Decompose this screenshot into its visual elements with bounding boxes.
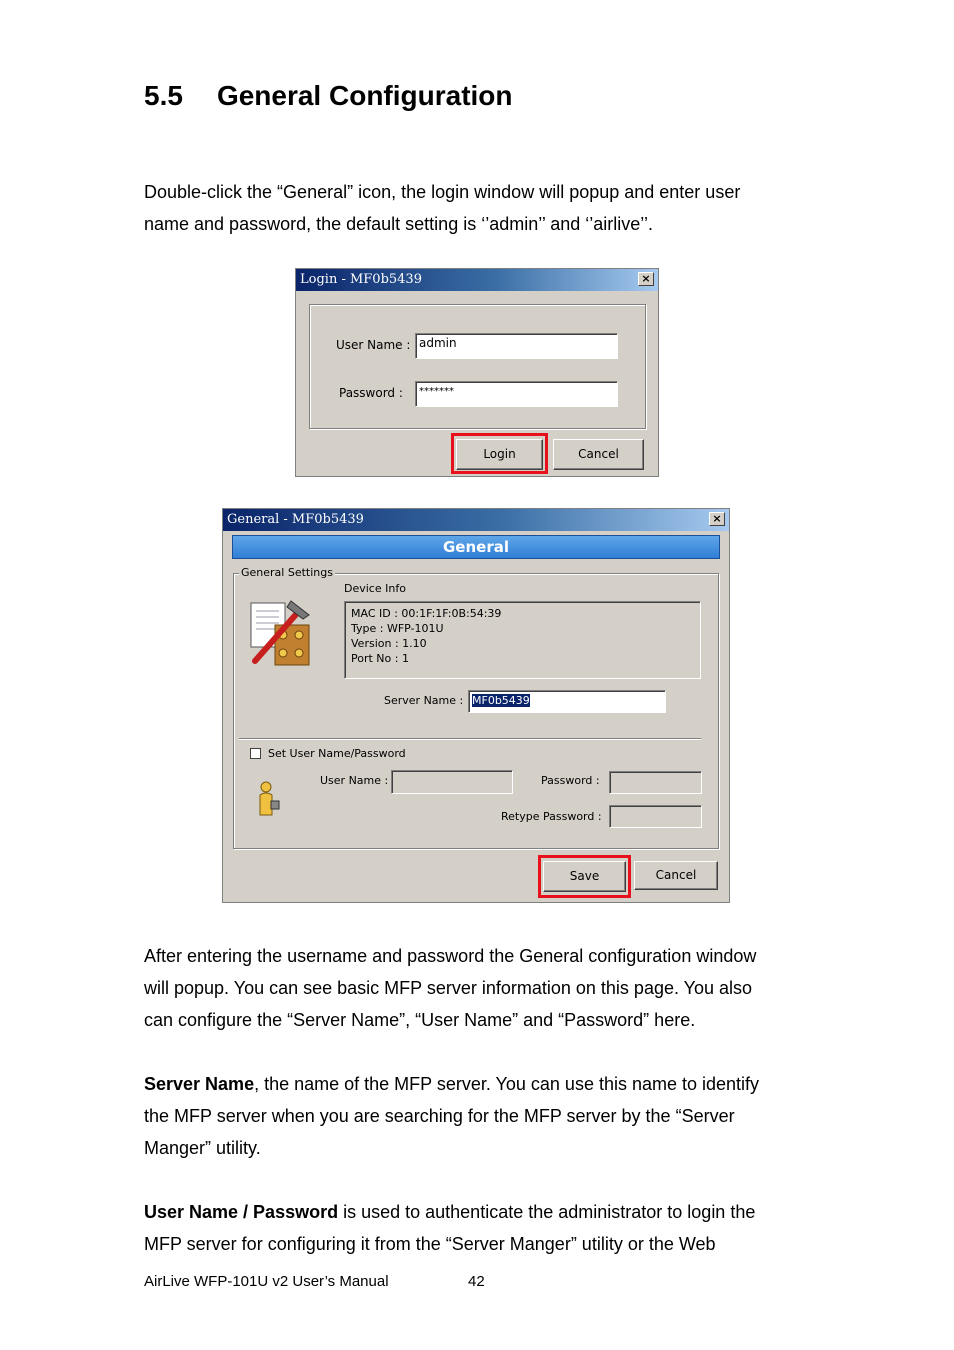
server-name-value: MF0b5439 [472, 694, 530, 707]
set-user-checkbox-label: Set User Name/Password [268, 747, 406, 760]
user-name-label: User Name : [320, 774, 389, 787]
device-info-mac: MAC ID : 00:1F:1F:0B:54:39 [351, 607, 502, 620]
section-title: General Configuration [216, 80, 513, 111]
close-icon[interactable]: × [709, 512, 725, 526]
device-info-port: Port No : 1 [351, 652, 409, 665]
save-button[interactable]: Save [543, 861, 626, 892]
device-info-box [344, 601, 701, 679]
retype-password-input[interactable] [609, 805, 702, 828]
retype-password-label: Retype Password : [501, 810, 602, 823]
footer-manual: AirLive WFP-101U v2 User’s Manual [144, 1273, 389, 1290]
server-name-input[interactable] [468, 690, 666, 713]
intro-line: Double-click the “General” icon, the login window will popup and enter user [144, 182, 741, 202]
general-dialog [222, 508, 730, 903]
password-label: Password : [339, 386, 403, 400]
user-password-term: User Name / Password [144, 1202, 339, 1222]
cancel-button[interactable]: Cancel [553, 439, 644, 470]
device-info-version: Version : 1.10 [351, 637, 427, 650]
body-line [144, 1196, 824, 1228]
cancel-button[interactable]: Cancel [634, 861, 718, 890]
user-icon [257, 781, 281, 817]
general-banner: General [232, 535, 720, 559]
general-titlebar [223, 509, 729, 531]
password-input[interactable]: ******* [415, 381, 618, 407]
server-name-term: Server Name [144, 1074, 255, 1094]
body-line: MFP server for configuring it from the “Server Manger” utility or the Web [144, 1234, 716, 1254]
set-user-checkbox[interactable] [250, 748, 261, 759]
section-heading [144, 80, 513, 112]
login-credentials-group [309, 304, 646, 429]
body-paragraph-2 [144, 1068, 824, 1164]
section-number: 5.5 [144, 80, 183, 111]
general-settings-label: General Settings [241, 566, 333, 579]
body-line [144, 1068, 824, 1100]
username-input[interactable]: admin [415, 333, 618, 359]
login-dialog [295, 268, 659, 477]
username-label: User Name : [336, 338, 411, 352]
login-button[interactable]: Login [456, 439, 543, 470]
password-input[interactable] [609, 771, 702, 794]
body-paragraph-3 [144, 1196, 824, 1260]
settings-divider [239, 738, 701, 740]
body-paragraph-1 [144, 940, 824, 1036]
login-title: Login - MF0b5439 [300, 272, 422, 287]
user-name-input[interactable] [391, 770, 513, 794]
intro-paragraph [144, 176, 824, 240]
body-line: will popup. You can see basic MFP server information on this page. You also [144, 978, 753, 998]
general-title: General - MF0b5439 [227, 512, 364, 527]
body-text: , the name of the MFP server. You can use this name to identify [254, 1074, 760, 1094]
body-text: is used to authenticate the administrator to login the [338, 1202, 756, 1222]
body-line: can configure the “Server Name”, “User Name” and “Password” here. [144, 1010, 696, 1030]
device-info-label: Device Info [344, 582, 406, 595]
close-icon[interactable]: × [638, 272, 654, 286]
body-line: Manger” utility. [144, 1138, 261, 1158]
device-info-type: Type : WFP-101U [351, 622, 444, 635]
body-line: the MFP server when you are searching for the MFP server by the “Server [144, 1106, 735, 1126]
footer-page-number: 42 [468, 1273, 485, 1290]
intro-line: name and password, the default setting is ‘’admin’’ and ‘’airlive’’. [144, 214, 653, 234]
password-label: Password : [541, 774, 600, 787]
tools-icon [247, 597, 317, 669]
server-name-label: Server Name : [384, 694, 464, 707]
body-line: After entering the username and password the General configuration window [144, 946, 757, 966]
login-titlebar [296, 269, 658, 291]
